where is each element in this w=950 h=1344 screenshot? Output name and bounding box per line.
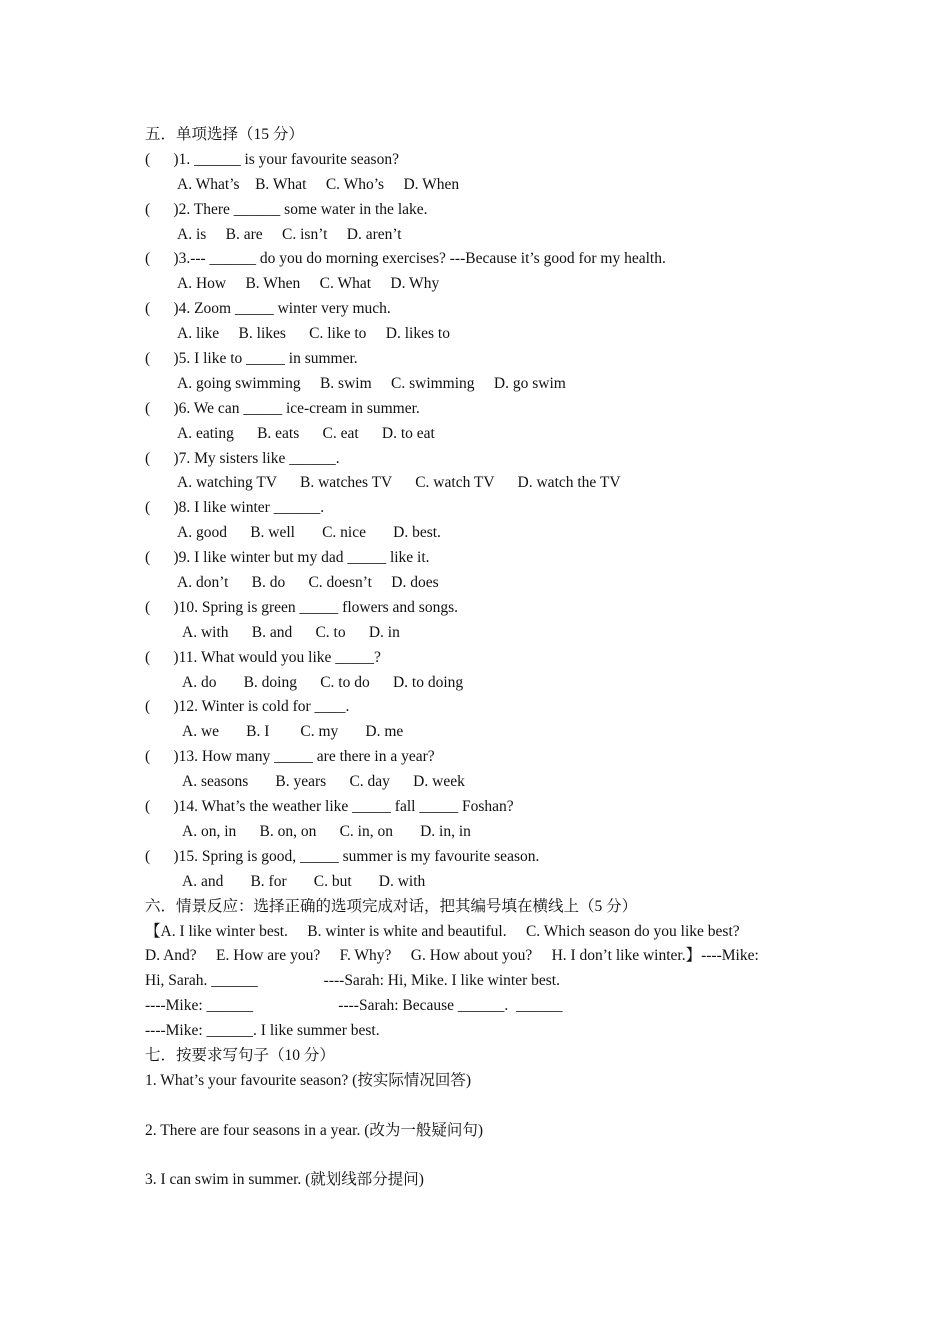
question-10-options: A. with B. and C. to D. in	[182, 623, 400, 641]
dialogue-options-line-1: 【A. I like winter best. B. winter is white and beautiful. C. Which season do you like best?	[145, 922, 740, 940]
question-7-options: A. watching TV B. watches TV C. watch TV D. watch the TV	[177, 474, 621, 492]
question-1-options: A. What’s B. What C. Who’s D. When	[177, 175, 460, 193]
section-6-heading: 六．情景反应：选择正确的选项完成对话，把其编号填在横线上（5 分）	[145, 897, 638, 915]
section-7-heading: 七．按要求写句子（10 分）	[145, 1046, 335, 1064]
question-15: ( )15. Spring is good, _____ summer is my favourite season.	[145, 847, 540, 865]
dialogue-line-1: Hi, Sarah. ______ ----Sarah: Hi, Mike. I like winter best.	[145, 972, 560, 990]
question-14-options: A. on, in B. on, on C. in, on D. in, in	[182, 822, 471, 840]
section-5-heading: 五．单项选择（15 分）	[145, 126, 304, 143]
dialogue-line-2: ----Mike: ______ ----Sarah: Because ______. ______	[145, 997, 563, 1015]
question-13-options: A. seasons B. years C. day D. week	[182, 773, 465, 791]
dialogue-options-line-2: D. And? E. How are you? F. Why? G. How about you? H. I don’t like winter.】----Mike:	[145, 947, 759, 965]
question-2: ( )2. There ______ some water in the lake.	[145, 200, 428, 218]
sentence-task-3: 3. I can swim in summer. (就划线部分提问)	[145, 1171, 424, 1189]
question-3-options: A. How B. When C. What D. Why	[177, 275, 440, 293]
question-9-options: A. don’t B. do C. doesn’t D. does	[177, 574, 439, 592]
document-content	[145, 123, 815, 1193]
question-5-options: A. going swimming B. swim C. swimming D. go swim	[177, 374, 566, 392]
question-3: ( )3.--- ______ do you do morning exercises? ---Because it’s good for my health.	[145, 250, 666, 268]
answer-space-2	[145, 1144, 815, 1169]
question-5: ( )5. I like to _____ in summer.	[145, 350, 358, 368]
question-11: ( )11. What would you like _____?	[145, 648, 381, 666]
question-6: ( )6. We can _____ ice-cream in summer.	[145, 399, 420, 417]
question-8-options: A. good B. well C. nice D. best.	[177, 524, 441, 542]
question-4: ( )4. Zoom _____ winter very much.	[145, 300, 391, 318]
question-13: ( )13. How many _____ are there in a year?	[145, 748, 435, 766]
sentence-task-1: 1. What’s your favourite season? (按实际情况回答)	[145, 1071, 472, 1089]
question-6-options: A. eating B. eats C. eat D. to eat	[177, 424, 435, 442]
question-8: ( )8. I like winter ______.	[145, 499, 325, 517]
question-7: ( )7. My sisters like ______.	[145, 449, 340, 467]
question-1: ( )1. ______ is your favourite season?	[145, 150, 399, 168]
question-9: ( )9. I like winter but my dad _____ like it.	[145, 549, 430, 567]
question-2-options: A. is B. are C. isn’t D. aren’t	[177, 225, 402, 243]
question-12: ( )12. Winter is cold for ____.	[145, 698, 350, 716]
question-14: ( )14. What’s the weather like _____ fall _____ Foshan?	[145, 798, 514, 816]
question-4-options: A. like B. likes C. like to D. likes to	[177, 325, 450, 343]
dialogue-line-3: ----Mike: ______. I like summer best.	[145, 1022, 380, 1040]
sentence-task-2: 2. There are four seasons in a year. (改为一般疑问句)	[145, 1121, 484, 1139]
question-12-options: A. we B. I C. my D. me	[182, 723, 404, 741]
question-11-options: A. do B. doing C. to do D. to doing	[182, 673, 464, 691]
question-15-options: A. and B. for C. but D. with	[182, 872, 426, 890]
answer-space-1	[145, 1094, 815, 1119]
question-10: ( )10. Spring is green _____ flowers and songs.	[145, 598, 458, 616]
